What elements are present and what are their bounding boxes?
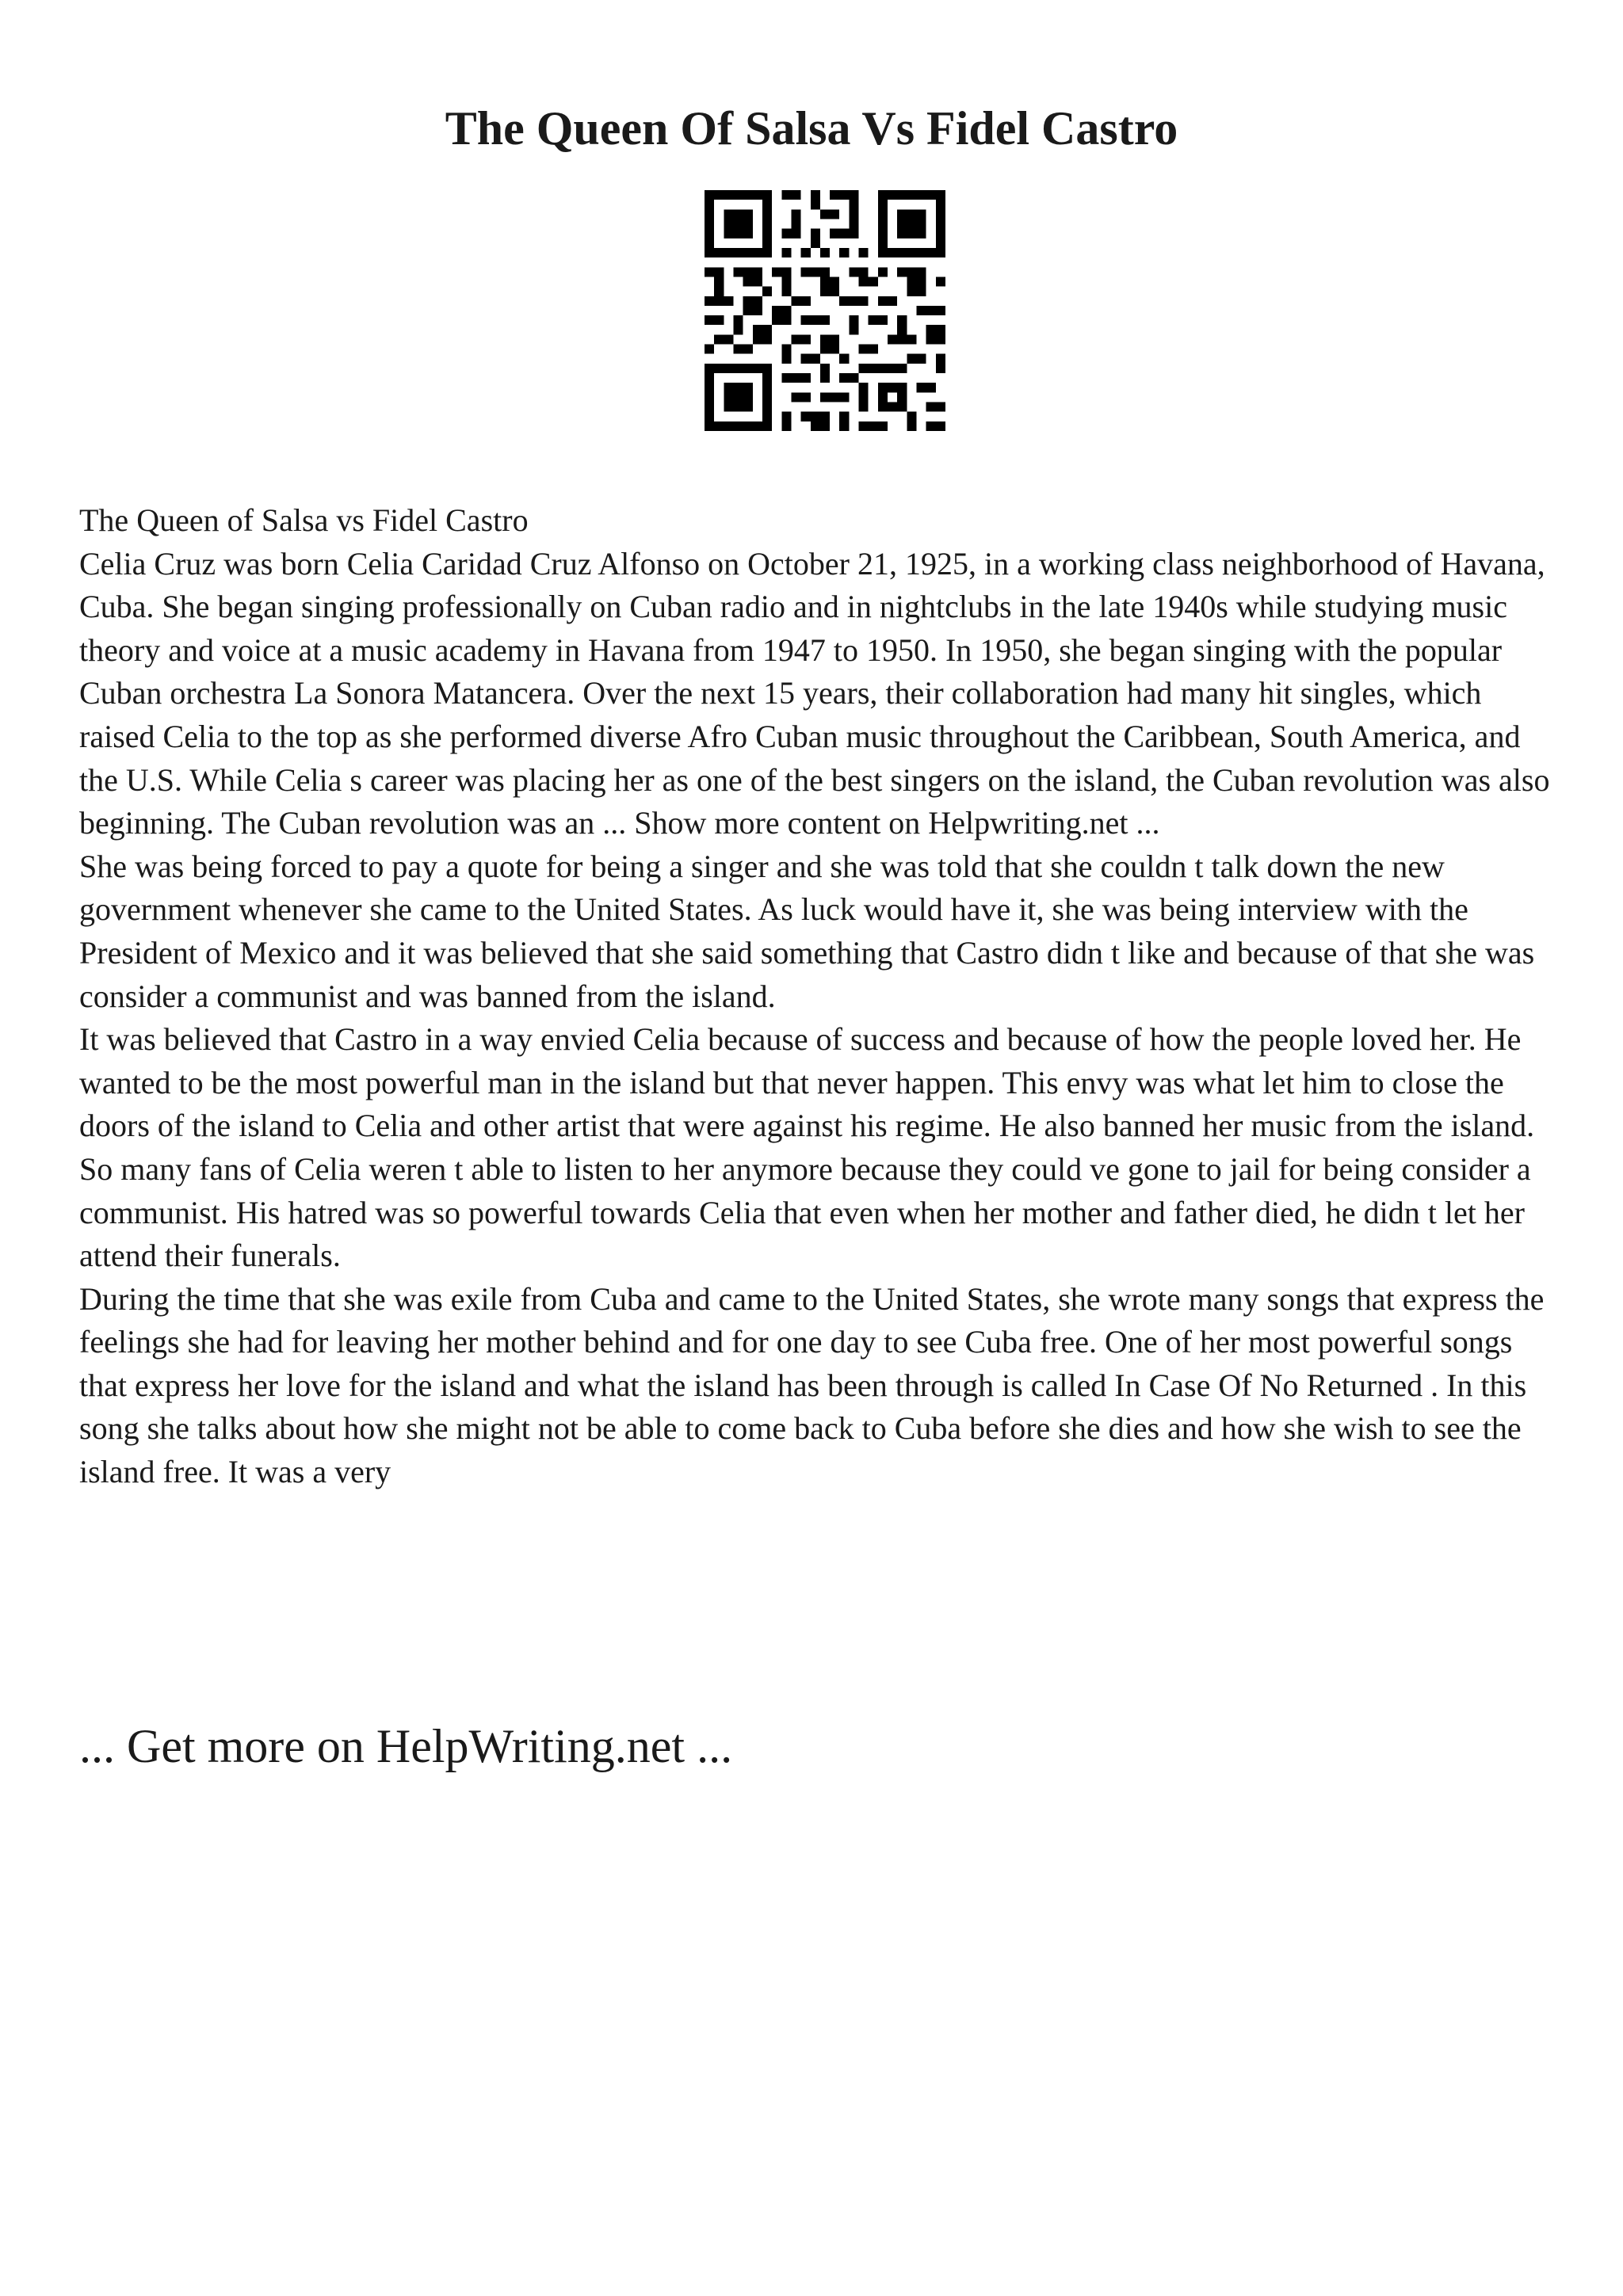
article-paragraph: She was being forced to pay a quote for being a singer and she was told that she couldn t talk down the new government whenever she came to the United States. As luck would have it, she was being interview with the President of Mexico and it was believed that she said something that Castro didn t like and because of that she was consider a communist and was banned from the island. (79, 848, 1535, 1014)
get-more-link[interactable]: ... Get more on HelpWriting.net ... (79, 1720, 733, 1772)
article-paragraph: The Queen of Salsa vs Fidel Castro (79, 502, 529, 538)
article-paragraph: It was believed that Castro in a way envied Celia because of success and because of how the people loved her. He wanted to be the most powerful man in the island but that never happen. This envy was what let him to close the doors of the island to Celia and other artist that were against his regime. He also banned her music from the island. So many fans of Celia weren t able to listen to her anymore because they could ve gone to jail for being consider a communist. His hatred was so powerful towards Celia that even when her mother and father died, he didn t let her attend their funerals. (79, 1021, 1535, 1274)
article-paragraph: Celia Cruz was born Celia Caridad Cruz Alfonso on October 21, 1925, in a working class neighborhood of Havana, Cuba. She began singing professionally on Cuban radio and in nightclubs in the late 1940s while studying music theory and voice at a music academy in Havana from 1947 to 1950. In 1950, she began singing with the popular Cuban orchestra La Sonora Matancera. Over the next 15 years, their collaboration had many hit singles, which raised Celia to the top as she performed diverse Afro Cuban music throughout the Caribbean, South America, and the U.S. While Celia s career was placing her as one of the best singers on the island, the Cuban revolution was also beginning. The Cuban revolution was an ... Show more content on Helpwriting.net ... (79, 545, 1550, 841)
qr-code-icon (705, 190, 945, 431)
document-title: The Queen Of Salsa Vs Fidel Castro (445, 102, 1178, 154)
article-paragraph: During the time that she was exile from Cuba and came to the United States, she wrote many songs that express the feelings she had for leaving her mother behind and for one day to see Cuba free. One of her most powerful songs that express her love for the island and what the island has been through is called In Case Of No Returned . In this song she talks about how she might not be able to come back to Cuba before she dies and how she wish to see the island free. It was a very (79, 1280, 1545, 1490)
article-body (79, 499, 1563, 1494)
